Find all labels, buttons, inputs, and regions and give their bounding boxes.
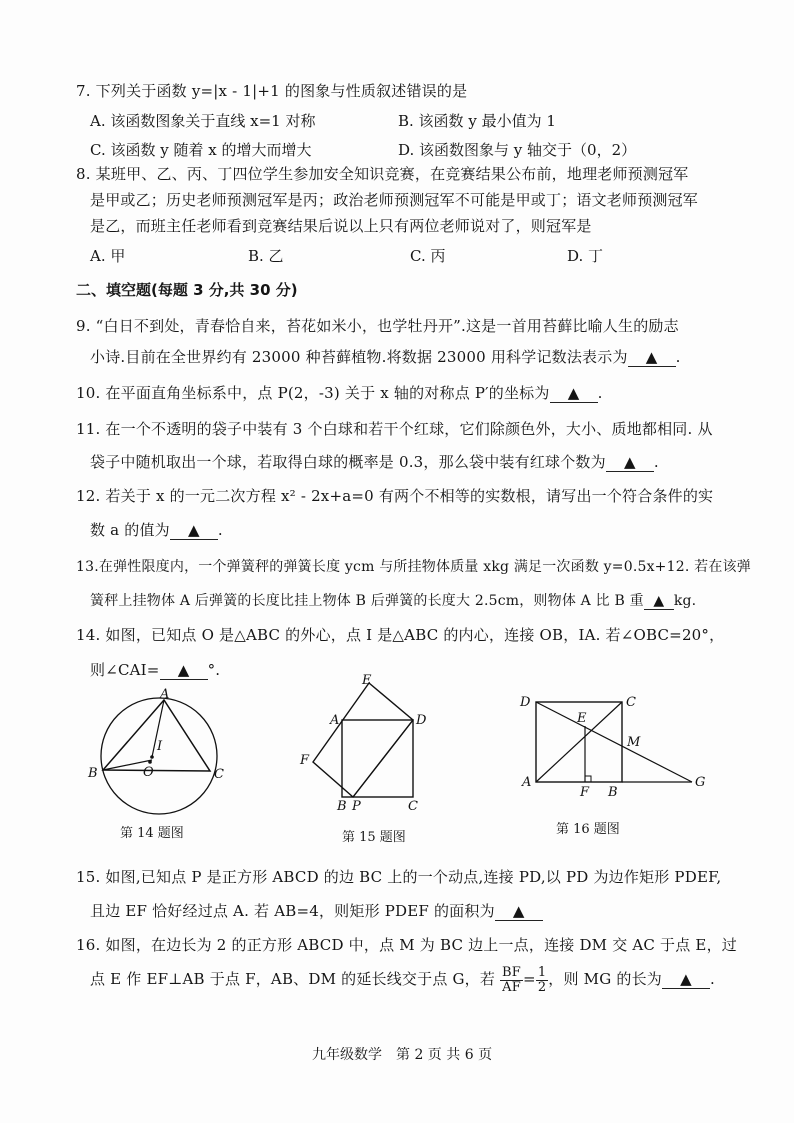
q11-line1: 11. 在一个不透明的袋子中装有 3 个白球和若干个红球，它们除颜色外，大小、质地都相同. 从 bbox=[76, 420, 713, 438]
label-o: O bbox=[143, 765, 154, 780]
label-a: A bbox=[522, 775, 532, 790]
q8-option-a: A. 甲 bbox=[90, 247, 126, 265]
label-e: E bbox=[362, 673, 372, 688]
q16-line1: 16. 如图，在边长为 2 的正方形 ABCD 中，点 M 为 BC 边上一点，连接 DM 交 AC 于点 E，过 bbox=[76, 936, 737, 954]
fraction-one-half: $\frac{1}{2}$ bbox=[537, 965, 547, 995]
right-angle-mark bbox=[585, 776, 591, 782]
q11-line2: 袋子中随机取出一个球，若取得白球的概率是 0.3，那么袋中装有红球个数为 ▲ . bbox=[90, 453, 659, 471]
q8-option-d: D. 丁 bbox=[567, 247, 604, 265]
q14-line2: 则∠CAI= ▲ °. bbox=[90, 661, 221, 679]
q12-line1: 12. 若关于 x 的一元二次方程 x² - 2x+a=0 有两个不相等的实数根，请写出一个符合条件的实 bbox=[76, 487, 714, 505]
label-c: C bbox=[214, 767, 224, 782]
answer-blank[interactable]: ▲ bbox=[644, 593, 674, 610]
answer-blank[interactable]: ▲ bbox=[628, 348, 676, 367]
answer-blank[interactable]: ▲ bbox=[495, 902, 543, 921]
label-i: I bbox=[157, 739, 163, 754]
point-o bbox=[148, 760, 152, 764]
q12-line2: 数 a 的值为 ▲ . bbox=[90, 521, 223, 539]
q7-option-c: C. 该函数 y 随着 x 的增大而增大 bbox=[90, 141, 312, 159]
q7-option-a: A. 该函数图象关于直线 x=1 对称 bbox=[90, 112, 316, 130]
label-c: C bbox=[626, 695, 636, 710]
label-b: B bbox=[337, 799, 347, 814]
figure-15-diagram bbox=[296, 672, 446, 814]
q15-line2: 且边 EF 恰好经过点 A. 若 AB=4，则矩形 PDEF 的面积为 ▲ bbox=[90, 900, 543, 921]
caption-figure-16: 第 16 题图 bbox=[556, 822, 620, 837]
segment-dg bbox=[536, 702, 692, 782]
square-abcd bbox=[342, 720, 413, 797]
q8-line3: 是乙，而班主任老师看到竞赛结果后说以上只有两位老师说对了，则冠军是 bbox=[90, 217, 592, 235]
caption-figure-15: 第 15 题图 bbox=[342, 830, 406, 845]
label-b: B bbox=[88, 766, 98, 781]
label-a: A bbox=[330, 713, 340, 728]
q14-line1: 14. 如图，已知点 O 是△ABC 的外心，点 I 是△ABC 的内心，连接 OB，IA. 若∠OBC=20°， bbox=[76, 626, 725, 644]
answer-blank[interactable]: ▲ bbox=[170, 521, 218, 540]
label-c: C bbox=[408, 799, 418, 814]
answer-blank[interactable]: ▲ bbox=[160, 661, 208, 680]
q7-option-b: B. 该函数 y 最小值为 1 bbox=[398, 112, 556, 130]
label-g: G bbox=[695, 775, 706, 790]
segment-pd bbox=[353, 720, 413, 797]
q16-line2: 点 E 作 EF⊥AB 于点 F，AB、DM 的延长线交于点 G，若 $\frac{BF}{AF}$ = $\frac{1}{2}$ ，则 MG 的长为 ▲ . bbox=[90, 965, 715, 995]
label-d: D bbox=[416, 713, 427, 728]
label-p: P bbox=[352, 799, 361, 814]
label-f: F bbox=[300, 753, 310, 768]
q8-line1: 8. 某班甲、乙、丙、丁四位学生参加安全知识竞赛，在竞赛结果公布前，地理老师预测冠军 bbox=[76, 165, 689, 183]
page-footer: 九年级数学 第 2 页 共 6 页 bbox=[312, 1047, 493, 1063]
q13-line1: 13.在弹性限度内，一个弹簧秤的弹簧长度 ycm 与所挂物体质量 xkg 满足一次函数 y=0.5x+12. 若在该弹 bbox=[76, 559, 751, 575]
q9-line2: 小诗.目前在全世界约有 23000 种苔藓植物.将数据 23000 用科学记数法表示为 ▲ . bbox=[90, 348, 681, 366]
q7-option-d: D. 该函数图象与 y 轴交于（0，2） bbox=[398, 141, 637, 159]
fraction-bf-af: $\frac{BF}{AF}$ bbox=[502, 965, 522, 995]
figure-16-diagram bbox=[512, 690, 712, 802]
label-e: E bbox=[577, 711, 587, 726]
section-heading: 二、填空题(每题 3 分,共 30 分) bbox=[76, 281, 298, 299]
figure-14-diagram bbox=[86, 684, 236, 816]
label-m: M bbox=[627, 735, 641, 750]
q15-line1: 15. 如图,已知点 P 是正方形 ABCD 的边 BC 上的一个动点,连接 PD,以 PD 为边作矩形 PDEF, bbox=[76, 868, 722, 886]
point-i bbox=[150, 755, 154, 759]
answer-blank[interactable]: ▲ bbox=[550, 384, 598, 403]
caption-figure-14: 第 14 题图 bbox=[120, 826, 184, 841]
label-b: B bbox=[608, 785, 618, 800]
q8-option-c: C. 丙 bbox=[410, 247, 446, 265]
answer-blank[interactable]: ▲ bbox=[606, 453, 654, 472]
label-a: A bbox=[160, 687, 170, 702]
q8-line2: 是甲或乙；历史老师预测冠军是丙；政治老师预测冠军不可能是甲或丁；语文老师预测冠军 bbox=[90, 191, 699, 209]
label-f: F bbox=[580, 785, 590, 800]
q8-option-b: B. 乙 bbox=[248, 247, 284, 265]
q13-line2: 簧秤上挂物体 A 后弹簧的长度比挂上物体 B 后弹簧的长度大 2.5cm，则物体 A 比 B 重 ▲ kg. bbox=[90, 593, 697, 609]
q10-line: 10. 在平面直角坐标系中，点 P(2，-3) 关于 x 轴的对称点 P′的坐标为 ▲ . bbox=[76, 384, 603, 402]
label-d: D bbox=[520, 695, 531, 710]
q7-stem: 7. 下列关于函数 y=|x - 1|+1 的图象与性质叙述错误的是 bbox=[76, 82, 468, 100]
answer-blank[interactable]: ▲ bbox=[662, 970, 710, 989]
q9-line1: 9. “白日不到处，青春恰自来，苔花如米小，也学牡丹开”.这是一首用苔藓比喻人生的励志 bbox=[76, 317, 679, 335]
